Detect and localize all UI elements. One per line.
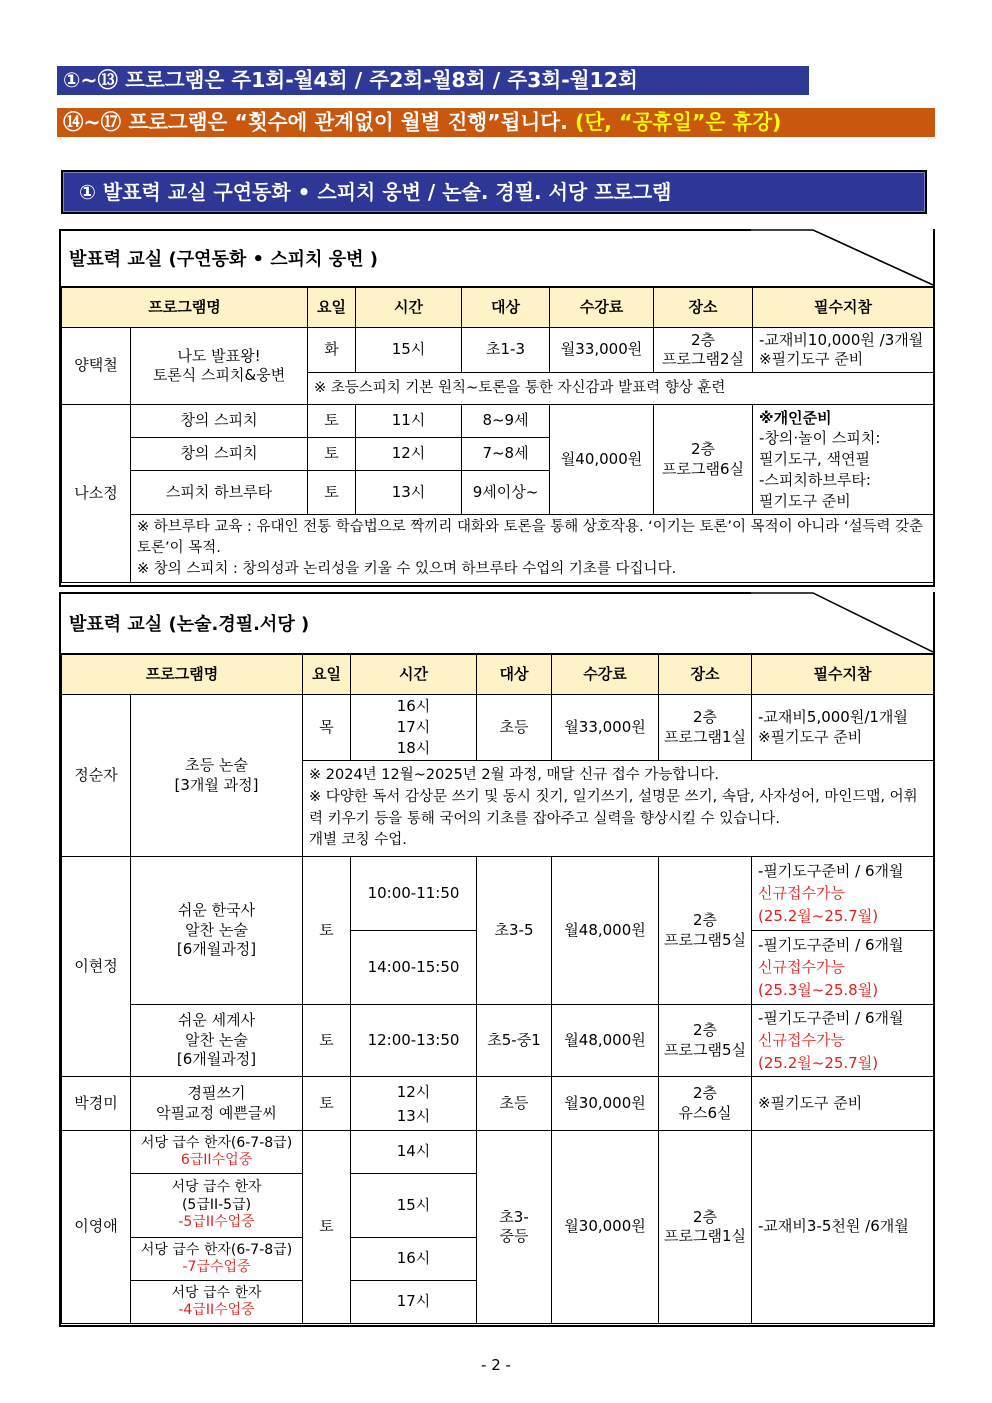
target: 초1-3: [462, 328, 550, 373]
time: 13시: [356, 471, 462, 515]
table-row: [62, 405, 934, 438]
time: 14시: [351, 1131, 477, 1174]
time: 12:00-13:50: [351, 1005, 477, 1077]
header-required: 필수지참: [753, 288, 934, 328]
table-row: [62, 1077, 934, 1131]
day: 토: [308, 405, 356, 438]
required-items: -필기도구준비 / 6개월 신규접수가능 (25.2월~25.7월): [752, 857, 934, 931]
time: 12시 13시: [351, 1077, 477, 1131]
teacher-name: 정순자: [62, 695, 131, 857]
program-name: 스피치 하브루타: [131, 471, 308, 515]
header-time: 시간: [356, 288, 462, 328]
highlight-line-1: [57, 66, 809, 95]
fee: 월48,000원: [552, 1005, 659, 1077]
target: 9세이상~: [462, 471, 550, 515]
target: 초3- 중등: [477, 1131, 552, 1324]
writing-table: [61, 654, 934, 1324]
required-items: ※개인준비 -창의·놀이 스피치: 필기도구, 색연필 -스피치하브루타: 필기도구 준비: [753, 405, 934, 515]
fee: 월33,000원: [550, 328, 654, 373]
program-note: ※ 2024년 12월~2025년 2월 과정, 매달 신규 접수 가능합니다. ※ 다양한 독서 감상문 쓰기 및 동시 짓기, 일기쓰기, 설명문 쓰기, 속담, 사자성어, 마인드맵, 어휘력 키우기 등을 통해 국어의 기초를 잡아주고 실력을 향상시킬 수 있습니다. 개별 코칭 수업.: [303, 761, 934, 857]
place: 2층 프로그램2실: [654, 328, 753, 373]
table-row: [62, 695, 934, 761]
speech-table: [61, 287, 934, 583]
place: 2층 프로그램5실: [659, 857, 752, 1005]
page-number: - 2 -: [481, 1356, 511, 1374]
time: 15시: [356, 328, 462, 373]
time: 16시: [351, 1238, 477, 1281]
table-header-row: [62, 288, 934, 328]
program-name: 서당 급수 한자(6-7-8급) -7급수업중: [131, 1238, 303, 1281]
target: 8~9세: [462, 405, 550, 438]
header-day: 요일: [303, 655, 351, 695]
panel-speech: [59, 229, 935, 587]
table-row: [62, 1131, 934, 1174]
header-place: 장소: [654, 288, 753, 328]
required-items: ※필기도구 준비: [752, 1077, 934, 1131]
table-row: [62, 857, 934, 931]
place: 2층 프로그램1실: [659, 695, 752, 761]
header-fee: 수강료: [550, 288, 654, 328]
table-row: [62, 328, 934, 373]
time: 12시: [356, 438, 462, 471]
program-name: 초등 논술 [3개월 과정]: [131, 695, 303, 857]
day: 목: [303, 695, 351, 761]
program-name: 서당 급수 한자(6-7-8급) 6급II수업중: [131, 1131, 303, 1174]
table-row: [62, 1005, 934, 1077]
teacher-name: 양택철: [62, 328, 131, 405]
header-time: 시간: [351, 655, 477, 695]
highlight-line-2: [57, 108, 935, 137]
header-required: 필수지참: [752, 655, 934, 695]
program-note: ※ 초등스피치 기본 원칙~토론을 통한 자신감과 발표력 향상 훈련: [308, 373, 934, 405]
teacher-name: 박경미: [62, 1077, 131, 1131]
program-name: 쉬운 한국사 알찬 논술 [6개월과정]: [131, 857, 303, 1005]
table-header-row: [62, 655, 934, 695]
time: 17시: [351, 1281, 477, 1324]
target: 초등: [477, 1077, 552, 1131]
program-name: 나도 발표왕! 토론식 스피치&웅변: [131, 328, 308, 405]
fee: 월33,000원: [552, 695, 659, 761]
header-fee: 수강료: [552, 655, 659, 695]
program-name: 서당 급수 한자 (5급II-5급) -5급II수업중: [131, 1174, 303, 1238]
day: 화: [308, 328, 356, 373]
program-name: 경필쓰기 악필교정 예쁜글씨: [131, 1077, 303, 1131]
highlight-line-2-text: ⑭~⑰ 프로그램은 “횟수에 관계없이 월별 진행”됩니다.: [63, 110, 568, 134]
fee: 월30,000원: [552, 1077, 659, 1131]
required-items: -필기도구준비 / 6개월 신규접수가능 (25.2월~25.7월): [752, 1005, 934, 1077]
program-note: ※ 하브루타 교육 : 유대인 전통 학습법으로 짝끼리 대화와 토론을 통해 상호작용. ‘이기는 토론’이 목적이 아니라 ‘설득력 갖춘 토론’이 목적. ※ 창의 스피치 : 창의성과 논리성을 키울 수 있으며 하브루타 수업의 기초를 다집니다.: [131, 515, 934, 583]
required-items: -교재비3-5천원 /6개월: [752, 1131, 934, 1324]
highlight-line-1-text: ①~⑬ 프로그램은 주1회-월4회 / 주2회-월8회 / 주3회-월12회: [63, 68, 638, 92]
target: 초등: [477, 695, 552, 761]
target: 7~8세: [462, 438, 550, 471]
teacher-name: 이영애: [62, 1131, 131, 1324]
panel-writing-title: 발표력 교실 (논술.경필.서당 ): [69, 614, 310, 635]
place: 2층 유스6실: [659, 1077, 752, 1131]
panel-speech-title: 발표력 교실 (구연동화 • 스피치 웅변 ): [69, 249, 378, 270]
target: 초5-중1: [477, 1005, 552, 1077]
header-target: 대상: [462, 288, 550, 328]
time: 11시: [356, 405, 462, 438]
required-items: -교재비10,000원 /3개월 ※필기도구 준비: [753, 328, 934, 373]
place: 2층 프로그램5실: [659, 1005, 752, 1077]
day: 토: [303, 1131, 351, 1324]
header-target: 대상: [477, 655, 552, 695]
table-note-row: [62, 515, 934, 583]
day: 토: [303, 1077, 351, 1131]
panel-writing-header: [61, 594, 933, 654]
fee: 월30,000원: [552, 1131, 659, 1324]
program-name: 창의 스피치: [131, 438, 308, 471]
program-name: 창의 스피치: [131, 405, 308, 438]
required-items: -필기도구준비 / 6개월 신규접수가능 (25.3월~25.8월): [752, 931, 934, 1005]
header-place: 장소: [659, 655, 752, 695]
day: 토: [308, 471, 356, 515]
teacher-name: 나소정: [62, 405, 131, 583]
highlight-line-2-note: (단, “공휴일”은 휴강): [575, 110, 782, 134]
target: 초3-5: [477, 857, 552, 1005]
teacher-name: 이현정: [62, 857, 131, 1077]
time: 15시: [351, 1174, 477, 1238]
time: 10:00-11:50: [351, 857, 477, 931]
panel-writing: [59, 592, 935, 1327]
header-day: 요일: [308, 288, 356, 328]
fee: 월48,000원: [552, 857, 659, 1005]
day: 토: [303, 1005, 351, 1077]
header-program: 프로그램명: [62, 288, 308, 328]
time: 14:00-15:50: [351, 931, 477, 1005]
header-program: 프로그램명: [62, 655, 303, 695]
day: 토: [308, 438, 356, 471]
panel-speech-header: [61, 231, 933, 287]
fee: 월40,000원: [550, 405, 654, 515]
place: 2층 프로그램6실: [654, 405, 753, 515]
time: 16시 17시 18시: [351, 695, 477, 761]
section-title: ① 발표력 교실 구연동화 • 스피치 웅변 / 논술. 경필. 서당 프로그램: [61, 170, 927, 214]
required-items: -교재비5,000원/1개월 ※필기도구 준비: [752, 695, 934, 761]
program-name: 쉬운 세계사 알찬 논술 [6개월과정]: [131, 1005, 303, 1077]
place: 2층 프로그램1실: [659, 1131, 752, 1324]
program-name: 서당 급수 한자 -4급II수업중: [131, 1281, 303, 1324]
day: 토: [303, 857, 351, 1005]
